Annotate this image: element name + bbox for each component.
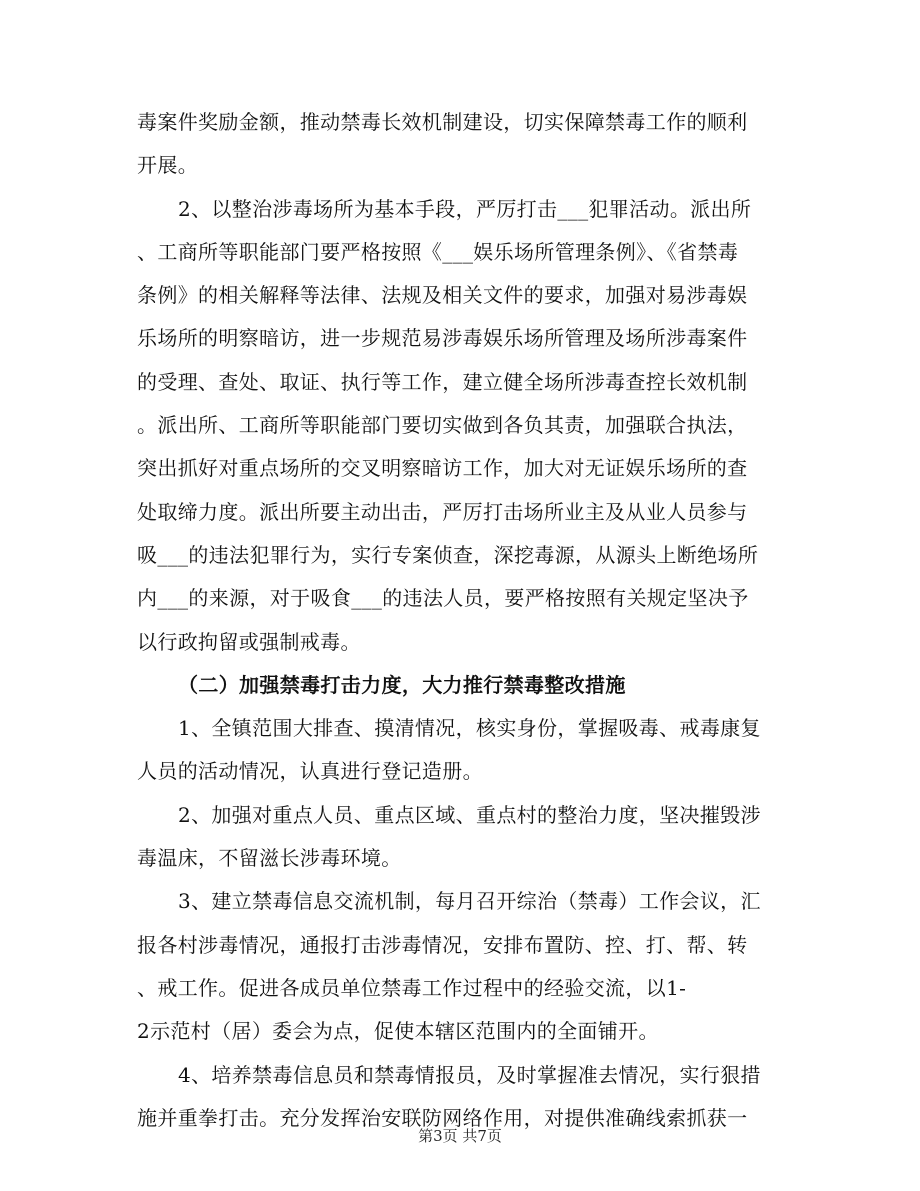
text-line: 施并重拳打击。充分发挥治安联防网络作用，对提供准确线索抓获一 [137,1105,748,1130]
text-line: 2示范村（居）委会为点，促使本辖区范围内的全面铺开。 [137,1019,659,1044]
text-line: 条例》的相关解释等法律、法规及相关文件的要求，加强对易涉毒娱 [137,283,748,308]
text-line: 以行政拘留或强制戒毒。 [137,629,361,654]
text-line: 乐场所的明察暗访，进一步规范易涉毒娱乐场所管理及场所涉毒案件 [137,326,748,351]
paragraph-start-line: 2、以整治涉毒场所为基本手段，严厉打击___犯罪活动。派出所 [178,196,752,221]
text-line: 处取缔力度。派出所要主动出击，严厉打击场所业主及从业人员参与 [137,499,748,524]
page-number-footer: 第3页 共7页 [418,1127,502,1145]
text-line: 人员的活动情况，认真进行登记造册。 [137,759,483,784]
paragraph-start-line: 1、全镇范围大排查、摸清情况，核实身份，掌握吸毒、戒毒康复 [178,716,761,741]
text-line: 毒案件奖励金额，推动禁毒长效机制建设，切实保障禁毒工作的顺利 [137,110,748,134]
text-line: 、戒工作。促进各成员单位禁毒工作过程中的经验交流，以1- [137,975,687,1000]
text-line: 突出抓好对重点场所的交叉明察暗访工作，加大对无证娱乐场所的查 [137,456,748,481]
paragraph-start-line: 2、加强对重点人员、重点区域、重点村的整治力度，坚决摧毁涉 [178,802,761,827]
section-heading: （二）加强禁毒打击力度，大力推行禁毒整改措施 [178,672,626,697]
text-line: 毒温床，不留滋长涉毒环境。 [137,846,402,871]
paragraph-start-line: 4、培养禁毒信息员和禁毒情报员，及时掌握准去情况，实行狠措 [178,1062,761,1087]
text-line: 开展。 [137,153,199,178]
text-line: 、工商所等职能部门要严格按照《___娱乐场所管理条例》、《省禁毒 [137,239,739,264]
text-line: 吸___的违法犯罪行为，实行专案侦查，深挖毒源，从源头上断绝场所 [137,542,759,567]
paragraph-start-line: 3、建立禁毒信息交流机制，每月召开综治（禁毒）工作会议，汇 [178,889,761,914]
document-body [137,101,782,1140]
text-line: 的受理、查处、取证、执行等工作，建立健全场所涉毒查控长效机制 [137,369,748,394]
text-line: 报各村涉毒情况，通报打击涉毒情况，安排布置防、控、打、帮、转 [137,932,748,957]
text-line: 。派出所、工商所等职能部门要切实做到各负其责，加强联合执法， [137,413,748,438]
text-line: 内___的来源，对于吸食___的违法人员，要严格按照有关规定坚决予 [137,586,749,611]
